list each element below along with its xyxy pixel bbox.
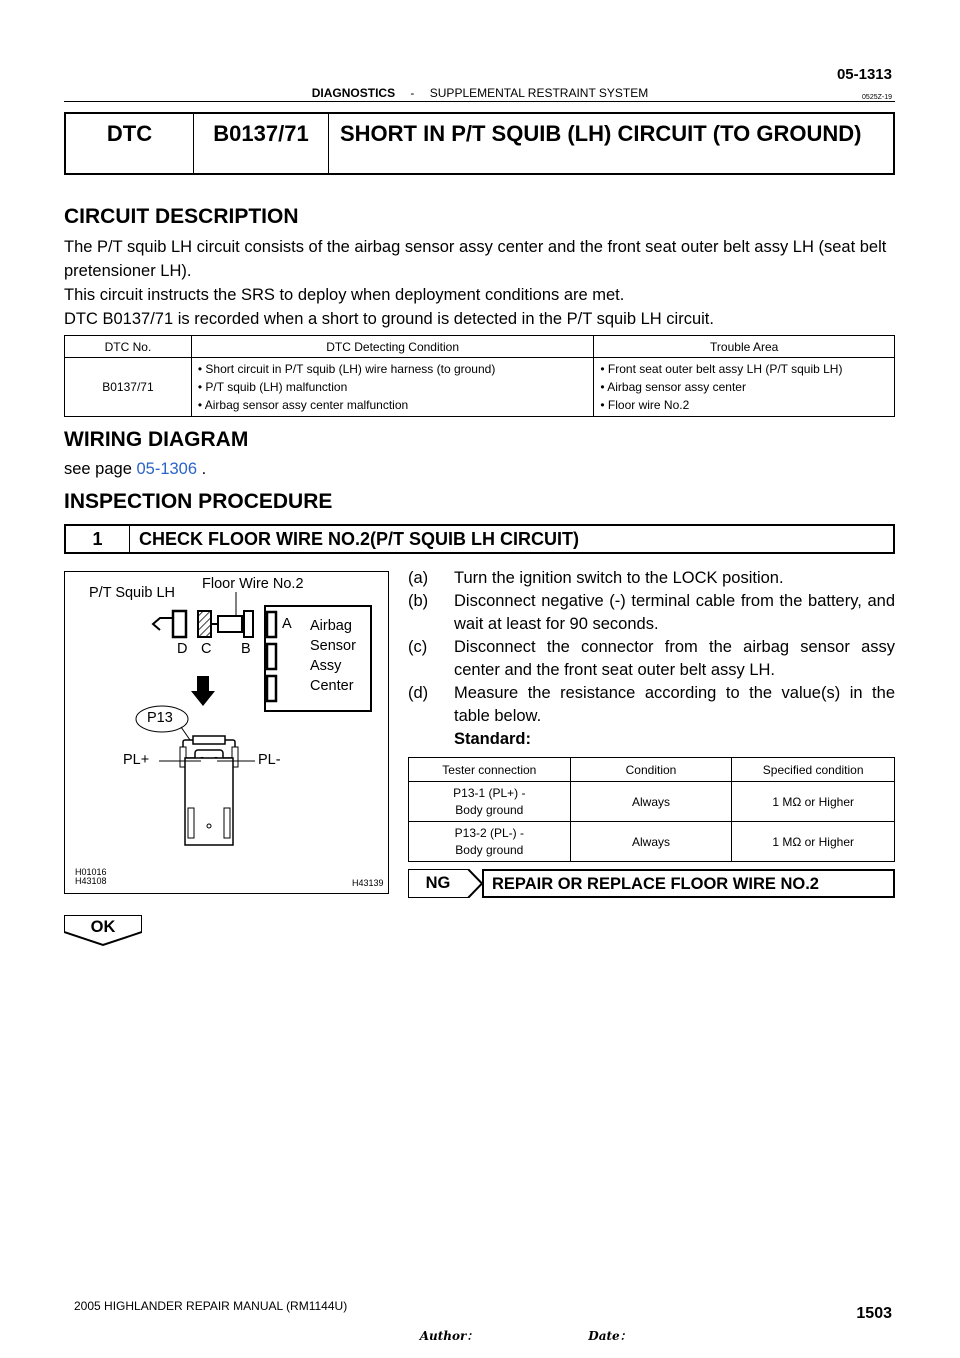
procedure-step [408, 682, 895, 728]
ng-tag [408, 869, 486, 898]
ng-action-box: REPAIR OR REPLACE FLOOR WIRE NO.2 [482, 869, 895, 898]
dtc-title-box [64, 112, 895, 175]
pin-label-b: B [241, 641, 251, 657]
pl-plus-label: PL+ [123, 752, 150, 768]
p13-leader [181, 727, 190, 740]
date-label: Date： [588, 1329, 632, 1343]
step-box [64, 524, 895, 554]
tester-connection [409, 782, 571, 822]
condition-item: • Airbag sensor assy center malfunction [197, 398, 409, 412]
trouble-area-item: • Front seat outer belt assy LH (P/T squib LH) [600, 362, 843, 376]
dtc-label: DTC [66, 114, 194, 173]
see-page-text: see page [64, 460, 137, 478]
trouble-area-item: • Airbag sensor assy center [600, 380, 746, 394]
pl-minus-label: PL- [258, 752, 281, 768]
sensor-label-line: Sensor [310, 638, 356, 654]
dtc-table-header: DTC Detecting Condition [191, 336, 593, 358]
figure-code-right: H43139 [352, 878, 384, 888]
procedure-steps [408, 567, 895, 751]
ng-label: NG [425, 874, 451, 892]
figure-code: H01016 [75, 867, 107, 877]
sensor-label-line: Airbag [310, 618, 352, 634]
condition-cell: Always [570, 822, 732, 862]
dtc-code: B0137/71 [194, 114, 329, 173]
resistance-table-header: Condition [570, 758, 732, 782]
step-text: Disconnect negative (-) terminal cable from the battery, and wait at least for 90 seconds. [454, 592, 895, 633]
step-title: CHECK FLOOR WIRE NO.2(P/T SQUIB LH CIRCUIT) [139, 529, 579, 549]
page-link[interactable]: 05-1306 [136, 460, 198, 478]
dtc-table-header: DTC No. [65, 336, 192, 358]
circuit-description-body [64, 235, 895, 331]
squib-label: P/T Squib LH [89, 585, 175, 601]
doc-code: 0525Z-19 [862, 94, 892, 101]
figure-code: H43108 [75, 876, 107, 886]
spec-cell: 1 MΩ or Higher [732, 822, 895, 862]
procedure-step [408, 567, 895, 590]
tester-connection-line: Body ground [455, 802, 524, 817]
procedure-step [408, 636, 895, 682]
author-label: Author： [419, 1329, 479, 1343]
tester-connection-line: P13-2 (PL-) - [454, 825, 525, 840]
header-separator: - [410, 86, 415, 100]
sensor-label-line: Assy [310, 658, 342, 674]
condition-item: • P/T squib (LH) malfunction [197, 380, 348, 394]
step-text: Measure the resistance according to the value(s) in the table below. [454, 684, 895, 725]
dtc-table-code: B0137/71 [65, 358, 192, 417]
dtc-table-header: Trouble Area [594, 336, 895, 358]
standard-label: Standard: [454, 730, 532, 748]
dtc-table-conditions [191, 358, 593, 417]
sensor-label-line: Center [310, 678, 354, 694]
spec-cell: 1 MΩ or Higher [732, 782, 895, 822]
page-number: 05-1313 [836, 66, 892, 83]
pin-label-a: A [282, 616, 292, 632]
footer-page-number: 1503 [856, 1305, 892, 1322]
pin-label-d: D [177, 641, 188, 657]
floor-wire-connector-icon [198, 611, 253, 637]
header-rule [64, 101, 895, 102]
squib-connector-icon [153, 611, 186, 637]
tester-connection-line: P13-1 (PL+) - [453, 785, 526, 800]
circuit-paragraph: The P/T squib LH circuit consists of the airbag sensor assy center and the front seat outer belt assy LH (seat belt pretensioner LH). [64, 238, 887, 280]
pin-label-c: C [201, 641, 212, 657]
circuit-paragraph: DTC B0137/71 is recorded when a short to ground is detected in the P/T squib LH circuit. [64, 310, 714, 328]
resistance-table [408, 757, 895, 862]
connector-id: P13 [147, 710, 173, 726]
see-page-suffix: . [197, 460, 207, 478]
footer-author-date [0, 1327, 960, 1344]
resistance-table-header: Specified condition [732, 758, 895, 782]
dtc-table-trouble-areas [594, 358, 895, 417]
sensor-label [310, 616, 356, 696]
step-number: 1 [66, 526, 130, 552]
header-category: DIAGNOSTICS [311, 86, 396, 100]
step-label: (d) [408, 684, 429, 702]
step-label: (c) [408, 638, 428, 656]
figure-codes-left [75, 868, 107, 886]
trouble-area-item: • Floor wire No.2 [600, 398, 690, 412]
procedure-step [408, 590, 895, 636]
condition-cell: Always [570, 782, 732, 822]
circuit-description-heading: CIRCUIT DESCRIPTION [64, 205, 299, 228]
table-row [409, 782, 895, 822]
down-arrow-icon [191, 676, 215, 706]
step-label: (b) [408, 592, 429, 610]
running-header [0, 86, 960, 100]
ok-tag [64, 915, 142, 947]
dtc-table [64, 335, 895, 417]
resistance-table-header: Tester connection [409, 758, 571, 782]
inspection-heading: INSPECTION PROCEDURE [64, 490, 333, 513]
connector-figure [64, 571, 389, 894]
dtc-title: SHORT IN P/T SQUIB (LH) CIRCUIT (TO GROUND) [340, 121, 862, 146]
header-section: SUPPLEMENTAL RESTRAINT SYSTEM [429, 86, 649, 100]
wiring-diagram-reference [64, 457, 895, 481]
tester-connection-line: Body ground [455, 842, 524, 857]
circuit-paragraph: This circuit instructs the SRS to deploy when deployment conditions are met. [64, 286, 625, 304]
wiring-diagram-heading: WIRING DIAGRAM [64, 428, 249, 451]
tester-connection [409, 822, 571, 862]
step-text: Disconnect the connector from the airbag sensor assy center and the front seat outer belt assy LH. [454, 638, 895, 679]
condition-item: • Short circuit in P/T squib (LH) wire harness (to ground) [197, 362, 496, 376]
floor-wire-label: Floor Wire No.2 [202, 576, 304, 592]
step-label: (a) [408, 569, 429, 587]
footer-manual: 2005 HIGHLANDER REPAIR MANUAL (RM1144U) [74, 1299, 348, 1313]
p13-connector-icon [180, 736, 238, 845]
step-text: Turn the ignition switch to the LOCK position. [454, 569, 784, 587]
ok-label: OK [90, 918, 116, 936]
table-row [409, 822, 895, 862]
